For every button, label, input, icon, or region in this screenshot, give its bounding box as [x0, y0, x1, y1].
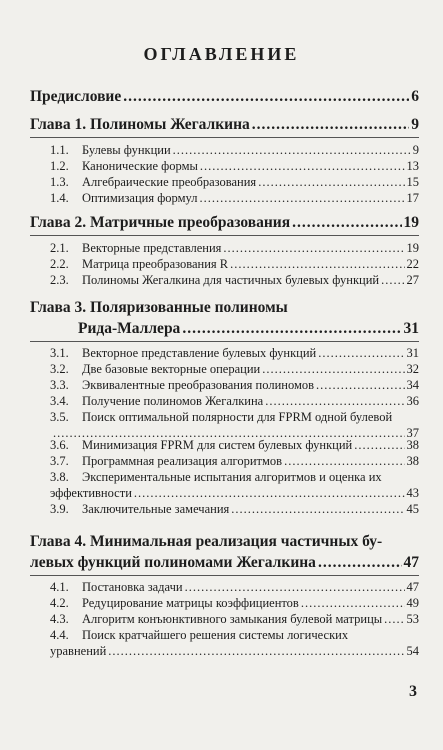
- toc-heading: ОГЛАВЛЕНИЕ: [143, 44, 300, 64]
- leader-dots: [182, 320, 401, 338]
- section-title: Оптимизация формул: [82, 191, 198, 205]
- chapter-title-line2: Рида-Маллера: [78, 320, 181, 337]
- section-number: 4.1.: [50, 580, 69, 594]
- leader-dots: [265, 394, 404, 409]
- section-number: 3.4.: [50, 394, 69, 408]
- section-number: 3.5.: [50, 410, 69, 424]
- section-number: 3.6.: [50, 438, 69, 452]
- toc-entry-preface[interactable]: [30, 88, 419, 106]
- section-title: Векторные представления: [82, 241, 222, 255]
- toc-entry-3-9[interactable]: [50, 502, 419, 517]
- section-number: 3.1.: [50, 346, 69, 360]
- section-page: 31: [406, 346, 419, 360]
- section-title: Редуцирование матрицы коэффициентов: [82, 596, 299, 610]
- section-number: 1.1.: [50, 143, 69, 157]
- section-page: 13: [406, 159, 419, 173]
- section-number: 1.3.: [50, 175, 69, 189]
- section-page: 15: [406, 175, 419, 189]
- entry-page: 6: [411, 88, 419, 105]
- leader-dots: [318, 346, 404, 361]
- chapter-rule: [30, 575, 419, 576]
- chapter-page: 19: [403, 214, 419, 231]
- section-title: Алгоритм конъюнктивного замыкания булевой матрицы: [82, 612, 383, 626]
- toc-entry-1-1[interactable]: [50, 143, 419, 158]
- toc-entry-2-1[interactable]: [50, 241, 419, 256]
- section-number: 3.2.: [50, 362, 69, 376]
- section-number: 2.2.: [50, 257, 69, 271]
- section-page: 53: [406, 612, 419, 626]
- toc-entry-4-1[interactable]: [50, 580, 419, 595]
- toc-entry-3-2[interactable]: [50, 362, 419, 377]
- leader-dots: [258, 175, 404, 190]
- chapter-rule: [30, 137, 419, 138]
- leader-dots: [231, 502, 404, 517]
- toc-entry-chapter-2[interactable]: [30, 214, 419, 232]
- leader-dots: [173, 143, 411, 158]
- entry-title: Предисловие: [30, 88, 122, 105]
- leader-dots: [318, 554, 402, 572]
- leader-dots: [223, 241, 404, 256]
- leader-dots: [185, 580, 405, 595]
- section-title: Программная реализация алгоритмов: [82, 454, 283, 468]
- section-title: Матрица преобразования R: [82, 257, 229, 271]
- leader-dots: [200, 159, 405, 174]
- section-title: Заключительные замечания: [82, 502, 230, 516]
- section-page: 49: [406, 596, 419, 610]
- toc-entry-2-3[interactable]: [50, 273, 419, 288]
- leader-dots: [301, 596, 405, 611]
- toc-entry-4-4-line2[interactable]: [50, 644, 419, 659]
- toc-entry-3-5-line1[interactable]: [50, 410, 392, 425]
- section-page: 47: [406, 580, 419, 594]
- chapter-rule: [30, 235, 419, 236]
- section-number: 3.8.: [50, 470, 69, 484]
- section-page: 22: [406, 257, 419, 271]
- section-page: 38: [406, 454, 419, 468]
- section-title-cont: эффективности: [50, 486, 132, 500]
- section-page: 36: [406, 394, 419, 408]
- section-page: 45: [406, 502, 419, 516]
- toc-entry-chapter-3[interactable]: [78, 320, 419, 338]
- section-title: Полиномы Жегалкина для частичных булевых функций: [82, 273, 380, 287]
- section-number: 2.1.: [50, 241, 69, 255]
- leader-dots: [230, 257, 404, 272]
- toc-entry-1-2[interactable]: [50, 159, 419, 174]
- toc-entry-3-1[interactable]: [50, 346, 419, 361]
- chapter-3-title-line1[interactable]: Глава 3. Поляризованные полиномы: [30, 299, 288, 316]
- section-page: 37: [406, 426, 419, 440]
- chapter-4-title-line1[interactable]: Глава 4. Минимальная реализация частичных бу-: [30, 533, 383, 550]
- section-title: Экспериментальные испытания алгоритмов и оценка их: [82, 470, 382, 484]
- section-page: 43: [406, 486, 419, 500]
- section-title: Канонические формы: [82, 159, 198, 173]
- section-title: Получение полиномов Жегалкина: [82, 394, 264, 408]
- toc-entry-4-3[interactable]: [50, 612, 419, 627]
- section-page: 38: [406, 438, 419, 452]
- section-title: Эквивалентные преобразования полиномов: [82, 378, 315, 392]
- leader-dots: [199, 191, 404, 206]
- toc-entry-chapter-4[interactable]: [30, 554, 419, 572]
- chapter-title: Глава 2. Матричные преобразования: [30, 214, 291, 231]
- chapter-page: 9: [411, 116, 419, 133]
- leader-dots: [134, 486, 405, 501]
- leader-dots: [262, 362, 404, 377]
- section-title: Векторное представление булевых функций: [82, 346, 317, 360]
- toc-entry-4-2[interactable]: [50, 596, 419, 611]
- toc-entry-3-6[interactable]: [50, 438, 419, 453]
- section-number: 4.4.: [50, 628, 69, 642]
- leader-dots: [292, 214, 401, 232]
- leader-dots: [108, 644, 404, 659]
- section-page: 34: [406, 378, 419, 392]
- toc-entry-chapter-1[interactable]: [30, 116, 419, 134]
- toc-entry-2-2[interactable]: [50, 257, 419, 272]
- chapter-page: 47: [403, 554, 419, 571]
- toc-entry-3-8-line2[interactable]: [50, 486, 419, 501]
- section-title: Булевы функции: [82, 143, 171, 157]
- toc-entry-4-4-line1[interactable]: [50, 628, 348, 643]
- section-page: 9: [412, 143, 419, 157]
- section-title: Поиск оптимальной полярности для FPRM одной булевой: [82, 410, 393, 424]
- toc-entry-1-3[interactable]: [50, 175, 419, 190]
- section-title: Поиск кратчайшего решения системы логических: [82, 628, 349, 642]
- page-number: 3: [409, 683, 417, 700]
- section-number: 4.2.: [50, 596, 69, 610]
- chapter-rule: [30, 341, 419, 342]
- section-page: 32: [406, 362, 419, 376]
- section-title: Минимизация FPRM для систем булевых функций: [82, 438, 353, 452]
- chapter-title-line2: левых функций полиномами Жегалкина: [30, 554, 316, 571]
- leader-dots: [284, 454, 404, 469]
- leader-dots: [381, 273, 404, 288]
- leader-dots: [123, 88, 409, 106]
- section-number: 4.3.: [50, 612, 69, 626]
- chapter-title: Глава 1. Полиномы Жегалкина: [30, 116, 250, 133]
- section-number: 1.2.: [50, 159, 69, 173]
- section-title: Две базовые векторные операции: [82, 362, 261, 376]
- section-page: 54: [406, 644, 419, 658]
- section-number: 3.3.: [50, 378, 69, 392]
- leader-dots: [252, 116, 409, 134]
- toc-entry-1-4[interactable]: [50, 191, 419, 206]
- toc-entry-3-8-line1[interactable]: [50, 470, 382, 485]
- leader-dots: [384, 612, 404, 627]
- section-number: 3.9.: [50, 502, 69, 516]
- toc-entry-3-4[interactable]: [50, 394, 419, 409]
- section-title-cont: уравнений: [50, 644, 107, 658]
- section-number: 2.3.: [50, 273, 69, 287]
- section-title: Постановка задачи: [82, 580, 183, 594]
- section-page: 17: [406, 191, 419, 205]
- toc-entry-3-3[interactable]: [50, 378, 419, 393]
- leader-dots: [316, 378, 404, 393]
- section-title: Алгебраические преобразования: [82, 175, 257, 189]
- chapter-page: 31: [403, 320, 419, 337]
- section-number: 3.7.: [50, 454, 69, 468]
- section-number: 1.4.: [50, 191, 69, 205]
- leader-dots: [354, 438, 404, 453]
- section-page: 19: [406, 241, 419, 255]
- toc-entry-3-7[interactable]: [50, 454, 419, 469]
- section-page: 27: [406, 273, 419, 287]
